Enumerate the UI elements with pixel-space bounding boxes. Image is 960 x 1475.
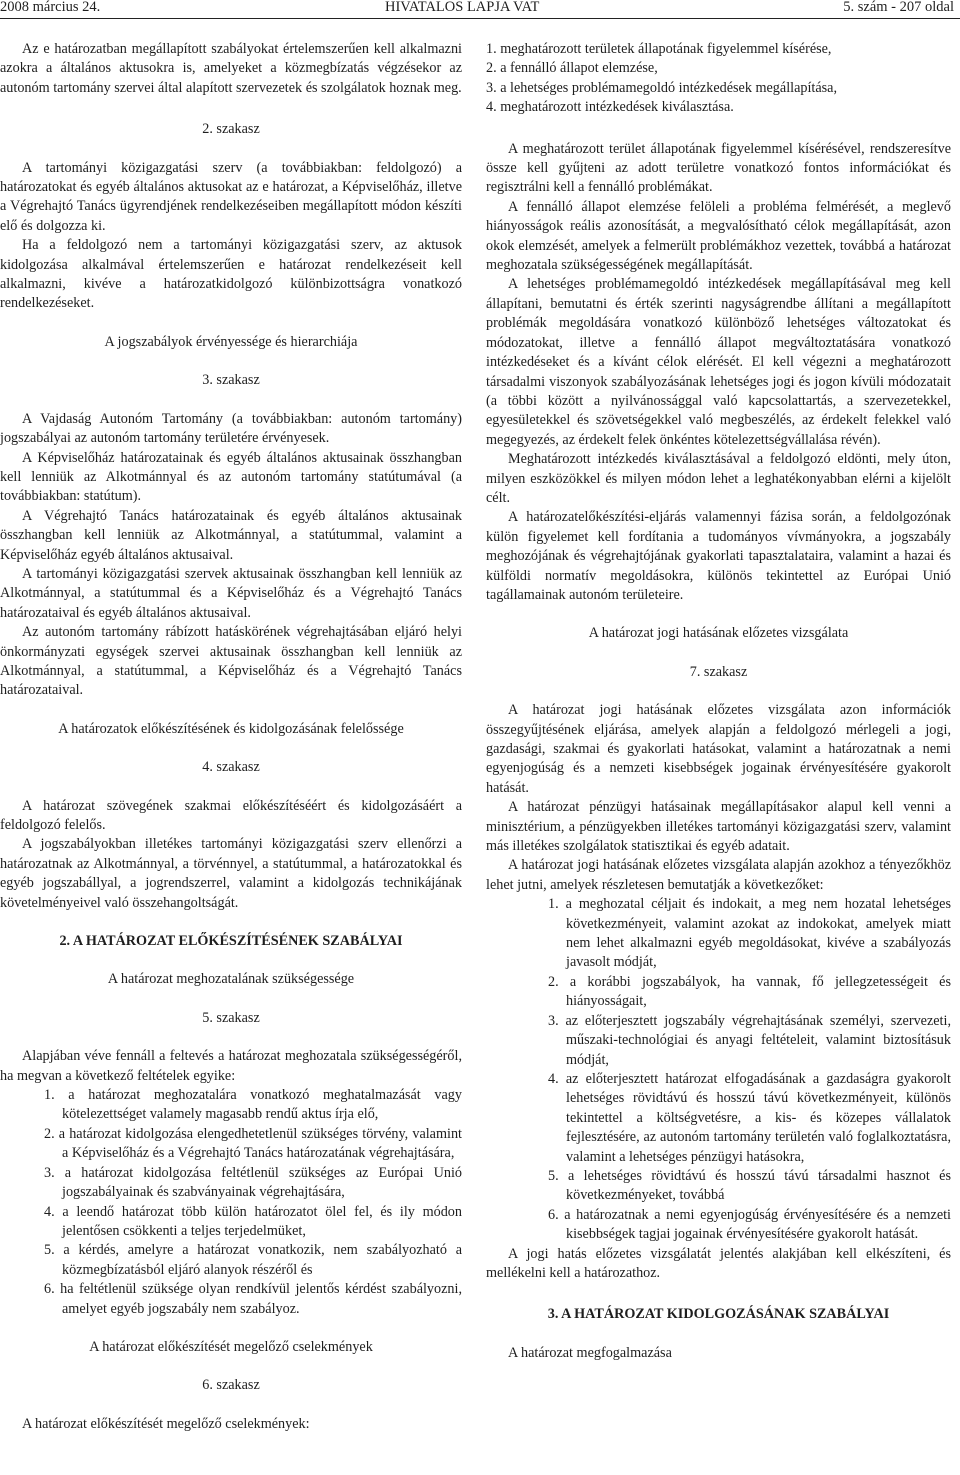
section-3-paragraph: A Képviselőház határozatainak és egyéb általános aktusainak összhangban kell lenniük az Alkotmánnyal és az autonóm tartomány statútumával (a továbbiakban: statútum). bbox=[0, 449, 462, 505]
list-item: 2. a fennálló állapot elemzése, bbox=[486, 60, 658, 77]
header-date: 2008 március 24. bbox=[0, 0, 101, 15]
list-item: 2. a határozat kidolgozása elengedhetetlenül szükséges törvény, valamint a Képviselőház és a Végrehajtó Tanács határozatának végrehajtására, bbox=[44, 1125, 462, 1162]
body-paragraph: A lehetséges problémamegoldó intézkedések megállapításával meg kell állapítani, bemutatni és érték szerinti nagyságrendbe állítani a megállapított problémák megoldására vonatkozó különböző lehetséges változatokat és módozatokat, illetve a fennálló állapot megváltoztatására vonatkozó intézkedéseket és a kívánt célok elérését. El kell végezni a meghatározott társadalmi viszonyok szabályozásának lehetséges jogi és jogon kívüli módozatait (a többi között a nyilvánossággal való kapcsolattartás, a szervezetekkel, egyesületekkel és szövetségekkel való megbeszélés, az érdekelt felekkel való megegyezés, az érdekelt felek önkéntes kötelezettségvállalása révén). bbox=[486, 276, 951, 448]
chapter-2-heading: 2. A HATÁROZAT ELŐKÉSZÍTÉSÉNEK SZABÁLYAI bbox=[59, 933, 403, 950]
section-3-paragraph: A tartományi közigazgatási szervek aktusainak összhangban kell lenniük az Alkotmánnyal, a statútummal és a Képviselőház és a Végrehajtó Tanács határozataival és egyéb általános aktusaival. bbox=[0, 565, 462, 621]
list-item: 4. a leendő határozat több külön határozatot ölel fel, és ily módon jelentősen csökkenti a teljes terjedelmüket, bbox=[44, 1203, 462, 1239]
conditions-list bbox=[0, 1086, 462, 1319]
body-paragraph: A meghatározott terület állapotának figyelemmel kísérésével, rendszeresítve össze kell gyűjteni az adott területre vonatkozó fontos információkat és regisztrálni kell a fennálló problémákat. bbox=[486, 140, 951, 196]
section-7-paragraph: A határozat pénzügyi hatásainak megállapításakor alapul kell venni a minisztérium, a pénzügyekben illetékes tartományi közigazgatási szerv, valamint más illetékes szolgálatok statisztikai és egyéb adatait. bbox=[486, 799, 951, 855]
body-paragraph: A határozatelőkészítési-eljárás valamennyi fázisa során, a feldolgozónak külön figyelemet kell fordítania a tudományos vívmányokra, a jogszabály meghozójának és végrehajtójának gyakorlati tapasztalataira, valamint a hazai és külföldi normatív megoldásokra, különös tekintettel az Európai Unió tagállamainak autonóm területeire. bbox=[486, 509, 951, 603]
heading-necessity: A határozat meghozatalának szükségessége bbox=[107, 971, 355, 988]
list-item: 2. a korábbi jogszabályok, ha vannak, fő jellegzetességeit és hiányosságait, bbox=[548, 973, 951, 1010]
section-3-title: 3. szakasz bbox=[202, 372, 260, 389]
section-6-title: 6. szakasz bbox=[202, 1377, 260, 1394]
actions-list bbox=[486, 40, 951, 118]
section-6-paragraph: A határozat előkészítését megelőző cselekmények: bbox=[22, 1415, 310, 1432]
section-7-paragraph: A határozat jogi hatásának előzetes vizsgálata azon információk összegyűjtésének eljárása, amelyek alapján a feldolgozó mérlegeli a jogi, gazdasági, szakmai és gyakorlati hatásokat, valamint a határozatnak a nemi egyenjogúság és a nemzeti kisebbségek jogainak érvényesítésére gyakorolt hatását. bbox=[486, 702, 951, 796]
list-item: 5. a lehetséges rövidtávú és hosszú távú társadalmi hasznot és következményeket, továbbá bbox=[548, 1167, 951, 1204]
left-column bbox=[0, 40, 462, 1434]
list-item: 6. ha feltétlenül szüksége olyan rendkívül jelentős kérdést szabályozni, amelyet egyéb jogszabály nem szabályoz. bbox=[44, 1281, 462, 1317]
list-item: 4. az előterjesztett határozat elfogadásának a gazdaságra gyakorolt lehetséges rövidtávú és hosszú távú következményeit, különös tekintettel a költségvetésre, a kis- és közepes vállalatok fejlesztésére, az autonóm tartomány területén való foglalkoztatásra, valamint a lehetséges pénzügyi hatásokra, bbox=[548, 1070, 951, 1165]
heading-formulation: A határozat megfogalmazása bbox=[508, 1344, 672, 1361]
heading-preparation: A határozat előkészítését megelőző cselekmények bbox=[89, 1338, 373, 1355]
right-column bbox=[486, 40, 951, 1363]
list-item: 3. a lehetséges problémamegoldó intézkedések megállapítása, bbox=[486, 79, 838, 96]
section-7-title: 7. szakasz bbox=[689, 663, 748, 680]
body-paragraph: A fennálló állapot elemzése felöleli a probléma felmérését, a meglevő hiányosságok reális azonosítását, a megvalósítható célok megállapítását, azon okok elemzését, amelyek a felmerült problémákhoz vezettek, továbbá a határozat meghozatala szükségességének megállapítását. bbox=[486, 198, 951, 274]
section-4-paragraph: A jogszabályokban illetékes tartományi közigazgatási szerv ellenőrzi a határozatnak az Alkotmánnyal, a törvénnyel, a statútummal, a határozatokkal és egyéb jogszabállyal, a jogrendszerrel, valamint a kidolgozás technikájának követelményeivel való összehangoltságát. bbox=[0, 836, 462, 911]
section-5-title: 5. szakasz bbox=[202, 1009, 260, 1026]
section-2-paragraph: A tartományi közigazgatási szerv (a továbbiakban: feldolgozó) a határozatokat és egyéb általános aktusokat az e határozat, a Képviselőház, illetve a Végrehajtó Tanács ügyrendjének rendelkezéseiben megállapított módon készíti elő és dolgozza ki. bbox=[0, 159, 462, 234]
section-2-title: 2. szakasz bbox=[202, 121, 260, 138]
section-5-paragraph: Alapjában véve fennáll a feltevés a határozat meghozatala szükségességéről, ha megvan a következő feltételek egyike: bbox=[0, 1048, 462, 1084]
list-item: 3. az előterjesztett jogszabály végrehajtásának személyi, szervezeti, műszaki-technológiai és anyagi feltételeit, valamint biztosításuk módját, bbox=[548, 1012, 951, 1068]
list-item: 5. a kérdés, amelyre a határozat vonatkozik, nem szabályozható a közmegbízatásból eljáró alanyok részéről és bbox=[44, 1242, 462, 1278]
list-item: 3. a határozat kidolgozása feltétlenül szükséges az Európai Unió jogszabályainak és szabványainak végrehajtására, bbox=[44, 1164, 462, 1201]
heading-hierarchy: A jogszabályok érvényessége és hierarchiája bbox=[104, 333, 358, 350]
section-7-paragraph: A jogi hatás előzetes vizsgálatát jelentés alakjában kell elkészíteni, és mellékelni kell a határozathoz. bbox=[486, 1245, 951, 1281]
section-3-paragraph: A Végrehajtó Tanács határozatainak és egyéb általános aktusainak összhangban kell lenniük az Alkotmánnyal, a statútummal, valamint a Képviselőház egyéb általános aktusaival. bbox=[0, 507, 462, 563]
list-item: 1. a határozat meghozatalára vonatkozó meghatalmazását vagy kötelezettséget valamely magasabb rendű aktus írja elő, bbox=[44, 1087, 462, 1123]
section-3-paragraph: Az autonóm tartomány rábízott hatáskörének végrehajtásában eljáró helyi önkormányzati egységek szervei aktusainak összhangban kell lenniük az Alkotmánnyal, a statútummal, a Képviselőház és a Végrehajtó Tanács határozataival. bbox=[0, 624, 462, 699]
section-3-paragraph: A Vajdaság Autonóm Tartomány (a továbbiakban: autonóm tartomány) jogszabályai az autonóm tartomány területére érvényesek. bbox=[0, 410, 462, 447]
list-item: 4. meghatározott intézkedések kiválasztása. bbox=[486, 99, 734, 116]
page-header bbox=[0, 0, 960, 18]
list-item: 1. meghatározott területek állapotának figyelemmel kísérése, bbox=[486, 41, 832, 57]
section-4-title: 4. szakasz bbox=[202, 759, 260, 776]
section-4-paragraph: A határozat szövegének szakmai előkészítéséért és kidolgozásáért a feldolgozó felelős. bbox=[0, 797, 462, 833]
section-2-paragraph: Ha a feldolgozó nem a tartományi közigazgatási szerv, az aktusok kidolgozása alkalmával értelemszerűen e határozat rendelkezéseit kell alkalmazni, kivéve a határozatkidolgozó különbizottságra vonatkozó rendelkezéseket. bbox=[0, 237, 462, 312]
header-page-number: 5. szám - 207 oldal bbox=[843, 0, 954, 15]
chapter-3-heading: 3. A HATÁROZAT KIDOLGOZÁSÁNAK SZABÁLYAI bbox=[547, 1306, 890, 1323]
list-item: 6. a határozatnak a nemi egyenjogúság érvényesítésére és a nemzeti kisebbségek tagjai jogainak érvényesítésére gyakorolt hatását. bbox=[548, 1206, 951, 1243]
factors-list bbox=[486, 895, 951, 1244]
body-paragraph: Meghatározott intézkedés kiválasztásával a feldolgozó eldönti, mely úton, milyen eszközökkel és milyen módon lehet a leghatékonyabban elérni a kijelölt célt. bbox=[486, 451, 951, 506]
heading-legal-impact: A határozat jogi hatásának előzetes vizsgálata bbox=[588, 625, 849, 642]
intro-paragraph: Az e határozatban megállapított szabályokat értelemszerűen kell alkalmazni azokra a általános aktusokra is, amelyeket a közmegbízatás végzésekor az autonóm tartomány szervei által alapított szervezetek és szolgálatok hoznak meg. bbox=[0, 41, 462, 96]
header-journal: HIVATALOS LAPJA VAT bbox=[385, 0, 540, 15]
header-rule bbox=[0, 18, 960, 19]
section-7-paragraph: A határozat jogi hatásának előzetes vizsgálata alapján azokhoz a tényezőkhöz lehet jutni, amelyek részletesen bemutatják a következőket: bbox=[486, 857, 951, 893]
heading-responsibility: A határozatok előkészítésének és kidolgozásának felelőssége bbox=[58, 720, 404, 737]
list-item: 1. a meghozatal céljait és indokait, a meg nem hozatal lehetséges következményeit, valamint azokat az indokokat, amelyek miatt nem lehet alkalmazni egyéb megoldásokat, kivéve a szabályozás javasolt módját, bbox=[548, 896, 951, 971]
